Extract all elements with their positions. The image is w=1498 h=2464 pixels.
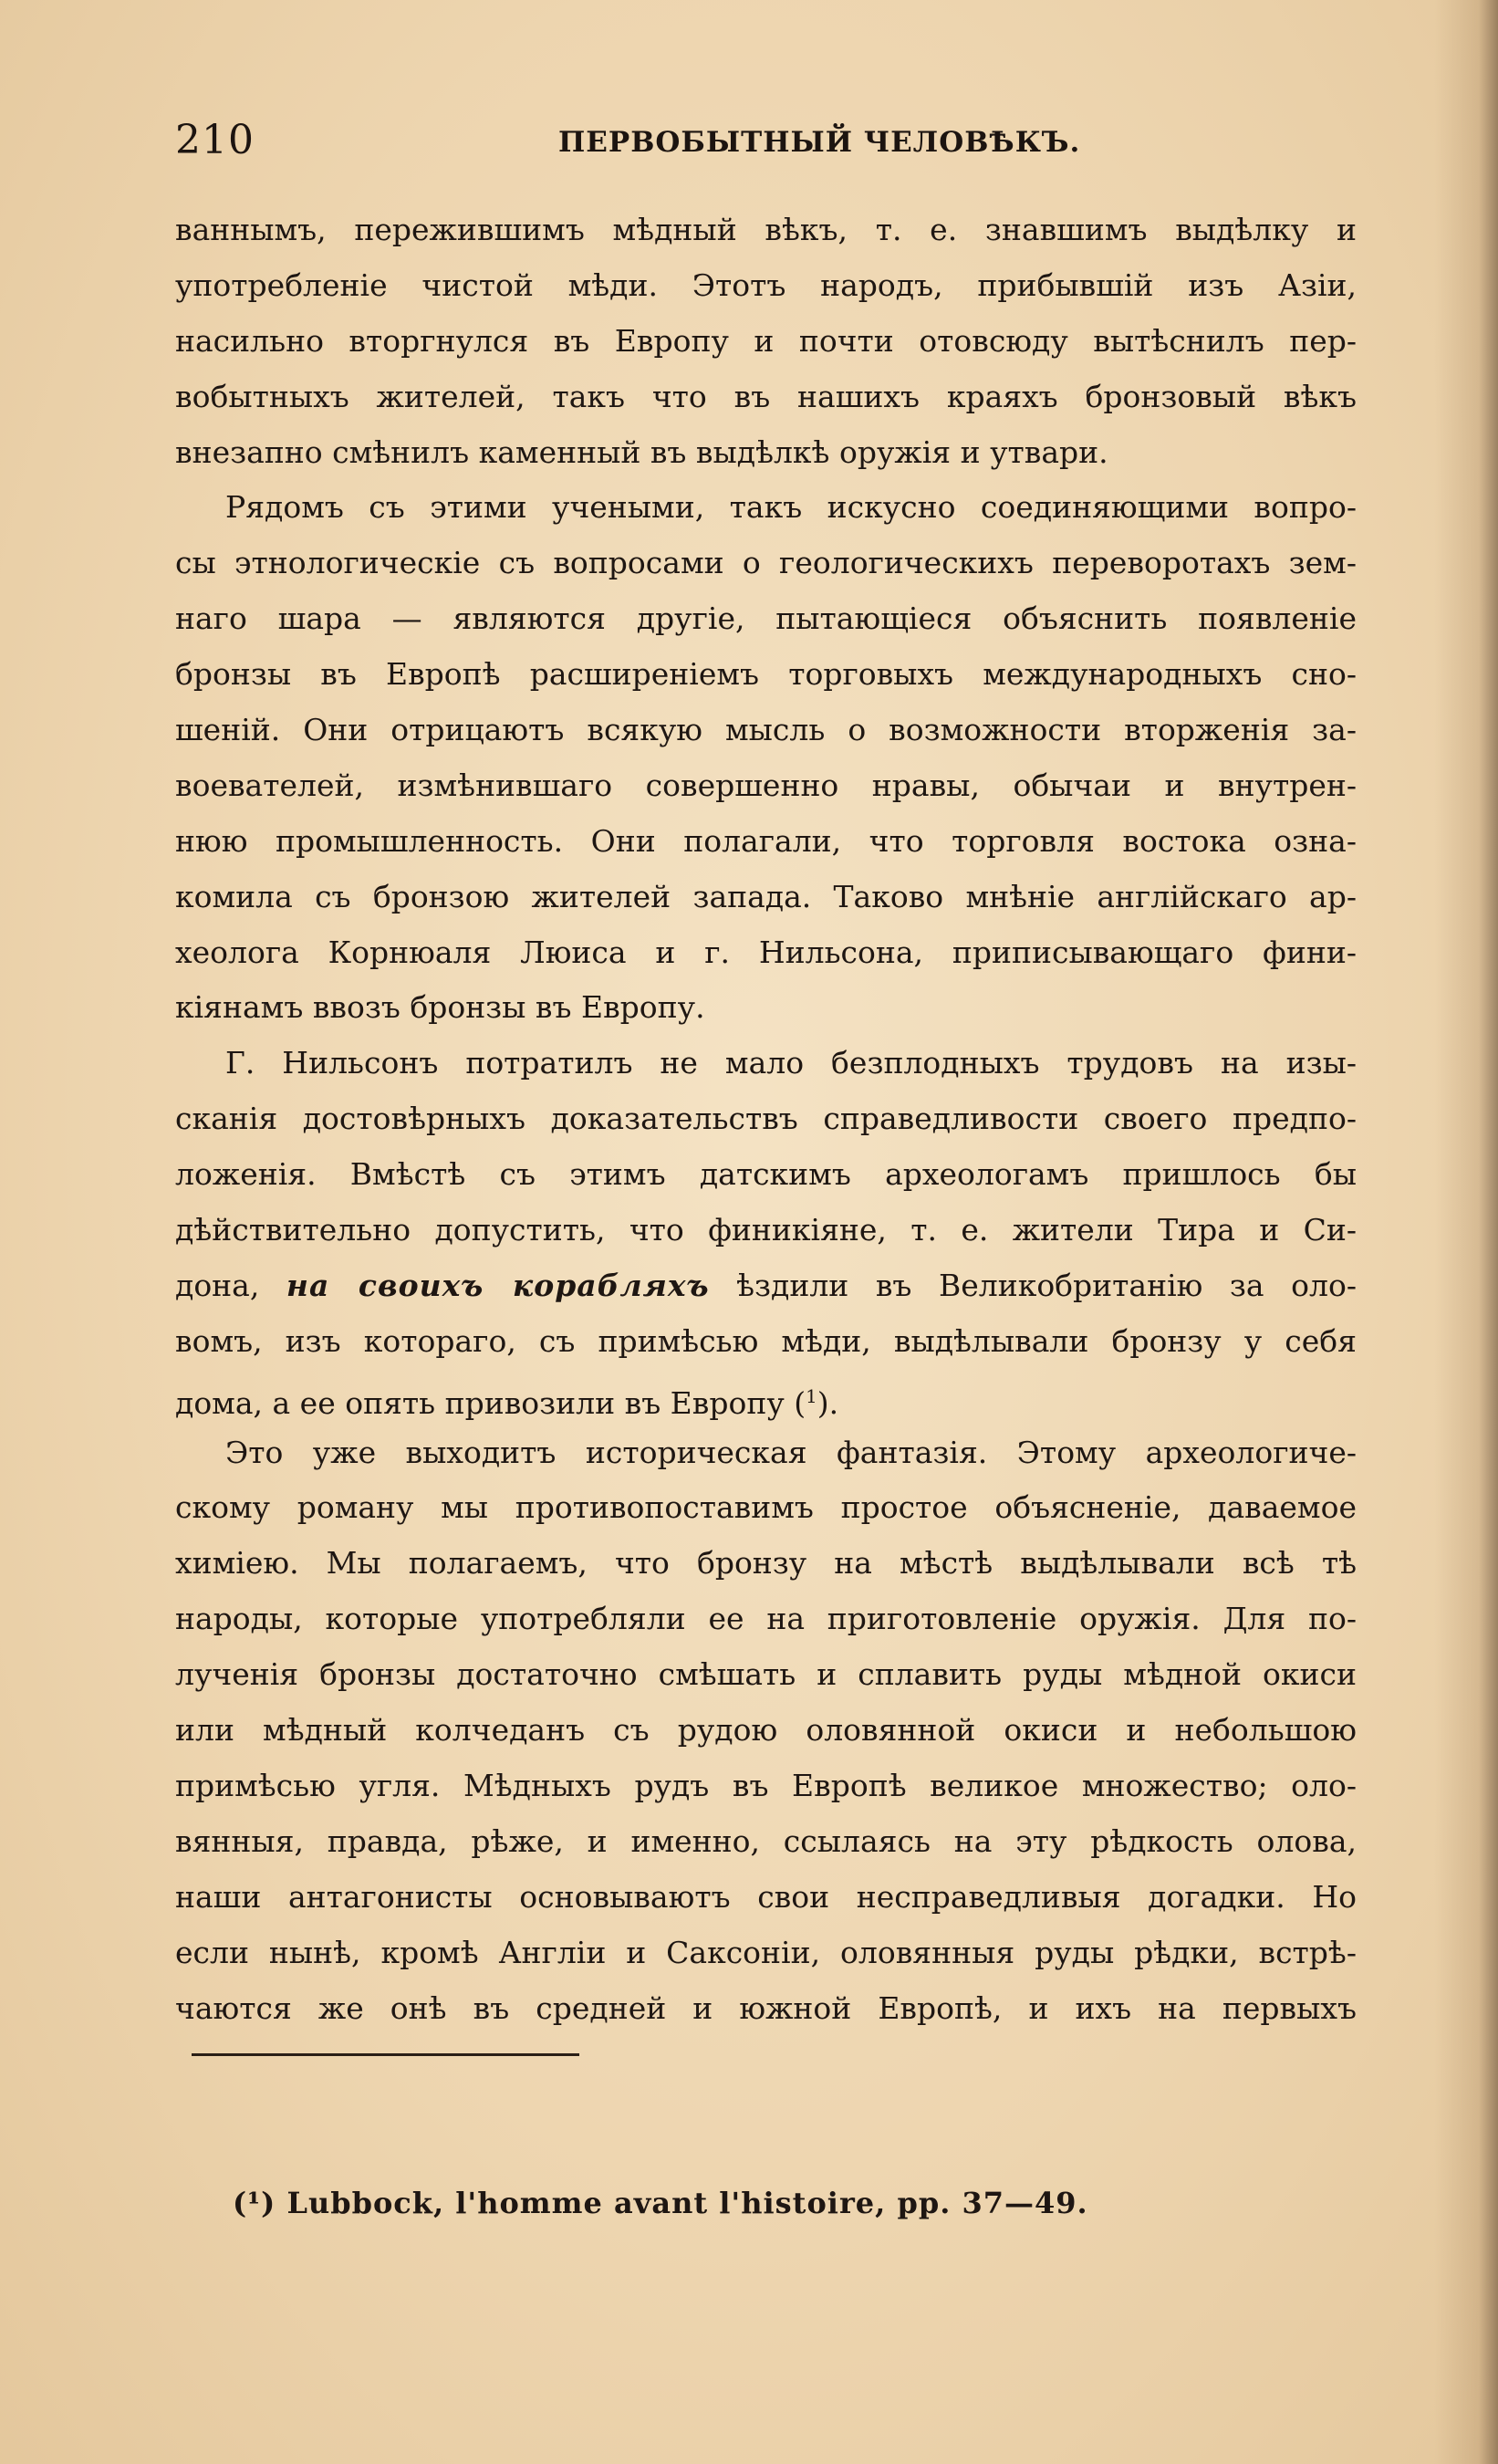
text-line: нюю промышленность. Они полагали, что торговля востока озна- [175,822,1357,859]
page-header [175,117,1357,172]
text-line: комила съ бронзою жителей запада. Таково мнѣніе англійскаго ар- [175,878,1357,914]
text-line: внезапно смѣнилъ каменный въ выдѣлкѣ оружія и утвари. [175,433,1108,470]
text-segment: дома, а ее опять привозили въ Европу ( [175,1384,806,1421]
running-title: ПЕРВОБЫТНЫЙ ЧЕЛОВѢКЪ. [558,126,1081,159]
text-line-footnote-ref [175,1370,1357,1425]
text-line: бронзы въ Европѣ расширеніемъ торговыхъ международныхъ сно- [175,656,1357,693]
text-segment: дона, [175,1267,260,1303]
text-line: вянныя, правда, рѣже, и именно, ссылаясь на эту рѣдкость олова, [175,1822,1357,1859]
text-line: ваннымъ, пережившимъ мѣдный вѣкъ, т. е. знавшимъ выдѣлку и [175,212,1357,247]
footnote-marker: (¹) [233,2186,276,2220]
footnote-divider [192,2053,579,2056]
text-line: примѣсью угля. Мѣдныхъ рудъ въ Европѣ великое множество; оло- [175,1767,1357,1803]
text-line: если нынѣ, кромѣ Англіи и Саксоніи, оловянныя руды рѣдки, встрѣ- [175,1934,1357,1970]
footnote [233,2186,1088,2220]
text-line: кіянамъ ввозъ бронзы въ Европу. [175,989,705,1026]
emphasized-phrase: на своихъ корабляхъ [286,1267,710,1303]
text-line: народы, которые употребляли ее на приготовленіе оружія. Для по- [175,1601,1357,1637]
text-line: скому роману мы противопоставимъ простое объясненіе, даваемое [175,1489,1357,1526]
text-line: шеній. Они отрицаютъ всякую мысль о возможности вторженія за- [175,712,1357,748]
text-line: вомъ, изъ котораго, съ примѣсью мѣди, выдѣлывали бронзу у себя [175,1322,1357,1359]
text-line: чаются же онѣ въ средней и южной Европѣ, и ихъ на первыхъ [175,1989,1357,2026]
text-line: употребленіе чистой мѣди. Этотъ народъ, прибывшій изъ Азіи, [175,266,1357,303]
page-edge-shadow [1434,0,1498,2464]
text-line: наго шара — являются другіе, пытающіеся объяснить появленіе [175,600,1357,637]
body-text [175,203,1357,2036]
text-line: насильно вторгнулся въ Европу и почти отовсюду вытѣснилъ пер- [175,322,1357,359]
text-line: вобытныхъ жителей, такъ что въ нашихъ краяхъ бронзовый вѣкъ [175,378,1357,414]
page-number: 210 [175,117,255,163]
text-segment: ). [817,1384,839,1421]
text-line: Рядомъ съ этими учеными, такъ искусно соединяющими вопро- [225,489,1357,526]
text-line: Г. Нильсонъ потратилъ не мало безплодныхъ трудовъ на изы- [225,1045,1357,1081]
footnote-text: Lubbock, l'homme avant l'histoire, pp. 37—49. [286,2186,1088,2220]
text-line: наши антагонисты основываютъ свои несправедливыя догадки. Но [175,1878,1357,1915]
text-line: воевателей, измѣнившаго совершенно нравы, обычаи и внутрен- [175,767,1357,803]
text-line: дѣйствительно допустить, что финикіяне, т. е. жители Тира и Си- [175,1212,1357,1248]
text-line: лученія бронзы достаточно смѣшать и сплавить руды мѣдной окиси [175,1656,1357,1693]
text-line: или мѣдный колчеданъ съ рудою оловянной окиси и небольшою [175,1712,1357,1749]
text-line: сканія достовѣрныхъ доказательствъ справедливости своего предпо- [175,1101,1357,1137]
text-line: сы этнологическіе съ вопросами о геологическихъ переворотахъ зем- [175,545,1357,581]
text-line: Это уже выходитъ историческая фантазія. Этому археологиче- [225,1434,1357,1470]
text-line: хеолога Корнюаля Люиса и г. Нильсона, приписывающаго фини- [175,934,1357,970]
text-line: химіею. Мы полагаемъ, что бронзу на мѣстѣ выдѣлывали всѣ тѣ [175,1545,1357,1582]
text-segment: ѣздили въ Великобританію за оло- [736,1267,1357,1303]
text-line-mixed [175,1258,1357,1314]
footnote-reference: 1 [806,1385,817,1407]
text-line: ложенія. Вмѣстѣ съ этимъ датскимъ археологамъ пришлось бы [175,1156,1357,1193]
